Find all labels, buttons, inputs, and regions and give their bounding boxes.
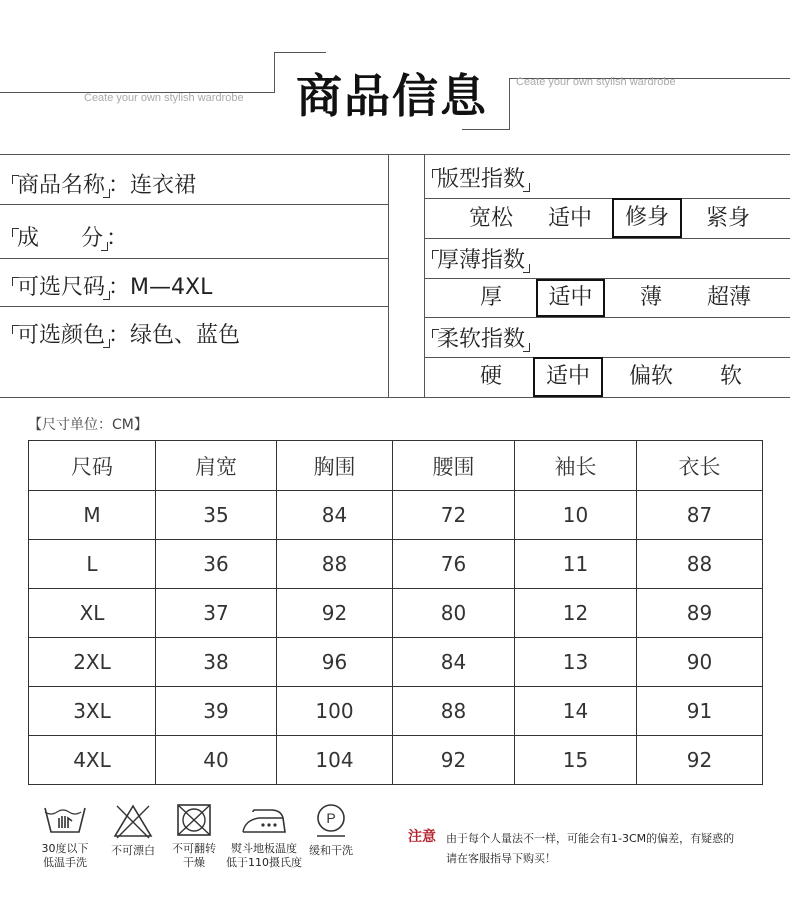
table-header-cell: 衣长	[637, 441, 763, 491]
no-tumble-dry-icon	[175, 802, 213, 838]
product-name-value: 连衣裙	[130, 173, 197, 198]
row-rule	[424, 278, 790, 279]
composition-label: 成 分	[14, 226, 106, 251]
sizes-label: 可选尺码	[14, 275, 108, 300]
info-divider-right	[424, 154, 425, 397]
table-cell: 88	[637, 540, 763, 589]
no-bleach-icon	[111, 802, 155, 840]
row-rule	[0, 258, 388, 259]
table-row	[29, 638, 763, 687]
colon: ：	[108, 323, 131, 348]
hand-wash-icon	[41, 802, 89, 838]
colon: ：	[105, 226, 128, 251]
care-text: 熨斗地板温度	[231, 842, 297, 855]
care-dry-clean	[304, 802, 358, 858]
thickness-index-label	[434, 243, 528, 274]
fit-option-loose: 宽松	[468, 206, 513, 231]
thickness-option-thick: 厚	[479, 285, 502, 310]
row-rule	[424, 238, 790, 239]
care-no-tumble-dry	[166, 802, 222, 870]
fit-index-text: 版型指数	[434, 167, 528, 192]
info-divider	[388, 154, 389, 397]
colon: ：	[108, 275, 131, 300]
table-cell: 91	[637, 687, 763, 736]
table-cell: 39	[156, 687, 277, 736]
softness-option-slightly-soft: 偏软	[628, 364, 673, 389]
table-cell: 100	[277, 687, 393, 736]
table-cell: 36	[156, 540, 277, 589]
row-rule	[424, 198, 790, 199]
colors-row	[14, 318, 240, 349]
table-cell: 88	[393, 687, 515, 736]
composition-row	[14, 221, 128, 252]
table-row	[29, 736, 763, 785]
softness-option-medium-selected: 适中	[533, 357, 603, 397]
table-header-cell: 胸围	[277, 441, 393, 491]
fit-option-tight: 紧身	[705, 206, 750, 231]
care-hand-wash	[34, 802, 96, 870]
table-cell: 84	[393, 638, 515, 687]
table-cell: 10	[515, 491, 637, 540]
table-cell: 3XL	[29, 687, 156, 736]
table-cell: M	[29, 491, 156, 540]
colon: ：	[108, 173, 131, 198]
dry-clean-icon	[313, 802, 349, 840]
table-cell: 76	[393, 540, 515, 589]
table-cell: 13	[515, 638, 637, 687]
size-table-body	[29, 441, 763, 785]
header-frame-top	[274, 52, 326, 53]
page-title: 商品信息	[296, 69, 488, 123]
table-cell: 87	[637, 491, 763, 540]
product-name-row	[14, 168, 196, 199]
svg-text:P: P	[326, 810, 336, 826]
table-cell: 14	[515, 687, 637, 736]
table-header-cell: 腰围	[393, 441, 515, 491]
table-cell: 89	[637, 589, 763, 638]
table-cell: 90	[637, 638, 763, 687]
header-frame-right	[509, 78, 510, 130]
header-frame-bottom	[462, 129, 510, 130]
thickness-option-ultra-thin: 超薄	[706, 285, 751, 310]
softness-option-hard: 硬	[479, 364, 502, 389]
table-cell: XL	[29, 589, 156, 638]
info-top-rule	[0, 154, 790, 155]
table-cell: 11	[515, 540, 637, 589]
care-text: 低温手洗	[43, 856, 87, 869]
row-rule	[424, 357, 790, 358]
sizes-row	[14, 270, 212, 301]
size-unit-note: 【尺寸单位：CM】	[28, 417, 148, 433]
table-cell: 92	[277, 589, 393, 638]
care-no-bleach	[104, 802, 162, 858]
colors-label: 可选颜色	[14, 323, 108, 348]
fit-index-label	[434, 162, 528, 193]
table-header-cell: 尺码	[29, 441, 156, 491]
table-row	[29, 540, 763, 589]
care-text: 低于110摄氏度	[226, 856, 302, 869]
size-table	[28, 440, 763, 785]
table-header-row	[29, 441, 763, 491]
table-cell: 2XL	[29, 638, 156, 687]
note-label: 注意	[408, 829, 436, 845]
subtitle-left: Ceate your own stylish wardrobe	[84, 92, 244, 104]
softness-option-soft: 软	[719, 364, 742, 389]
note-line-1: 由于每个人量法不一样，可能会有1-3CM的偏差，有疑惑的	[446, 832, 735, 845]
care-text: 不可翻转	[172, 842, 216, 855]
product-name-label: 商品名称	[14, 173, 108, 198]
table-cell: 92	[637, 736, 763, 785]
sizes-value: M—4XL	[130, 275, 213, 300]
thickness-option-medium-selected: 适中	[536, 279, 605, 317]
table-row	[29, 491, 763, 540]
table-cell: 12	[515, 589, 637, 638]
softness-index-label	[434, 322, 528, 353]
fit-option-medium: 适中	[547, 206, 592, 231]
table-cell: 35	[156, 491, 277, 540]
info-bottom-rule	[0, 397, 790, 398]
care-text: 30度以下	[41, 842, 89, 855]
table-cell: 84	[277, 491, 393, 540]
table-cell: 37	[156, 589, 277, 638]
table-cell: 88	[277, 540, 393, 589]
header-frame-left	[274, 52, 275, 93]
iron-icon	[237, 802, 291, 838]
table-cell: 92	[393, 736, 515, 785]
table-cell: 96	[277, 638, 393, 687]
thickness-option-thin: 薄	[639, 285, 662, 310]
care-text: 干燥	[183, 856, 205, 869]
care-text: 不可漂白	[111, 844, 155, 857]
table-cell: L	[29, 540, 156, 589]
subtitle-right: Ceate your own stylish wardrobe	[516, 76, 676, 88]
table-header-cell: 袖长	[515, 441, 637, 491]
table-cell: 38	[156, 638, 277, 687]
table-cell: 15	[515, 736, 637, 785]
care-iron	[222, 802, 306, 870]
table-row	[29, 589, 763, 638]
table-cell: 80	[393, 589, 515, 638]
row-rule	[0, 306, 388, 307]
table-cell: 4XL	[29, 736, 156, 785]
table-cell: 72	[393, 491, 515, 540]
table-header-cell: 肩宽	[156, 441, 277, 491]
colors-value: 绿色、蓝色	[130, 323, 241, 348]
table-cell: 104	[277, 736, 393, 785]
care-text: 缓和干洗	[309, 844, 353, 857]
fit-option-slim-selected: 修身	[612, 198, 682, 238]
thickness-index-text: 厚薄指数	[434, 248, 528, 273]
table-cell: 40	[156, 736, 277, 785]
table-row	[29, 687, 763, 736]
softness-index-text: 柔软指数	[434, 327, 528, 352]
note-line-2: 请在客服指导下购买！	[446, 852, 556, 865]
row-rule	[0, 204, 388, 205]
